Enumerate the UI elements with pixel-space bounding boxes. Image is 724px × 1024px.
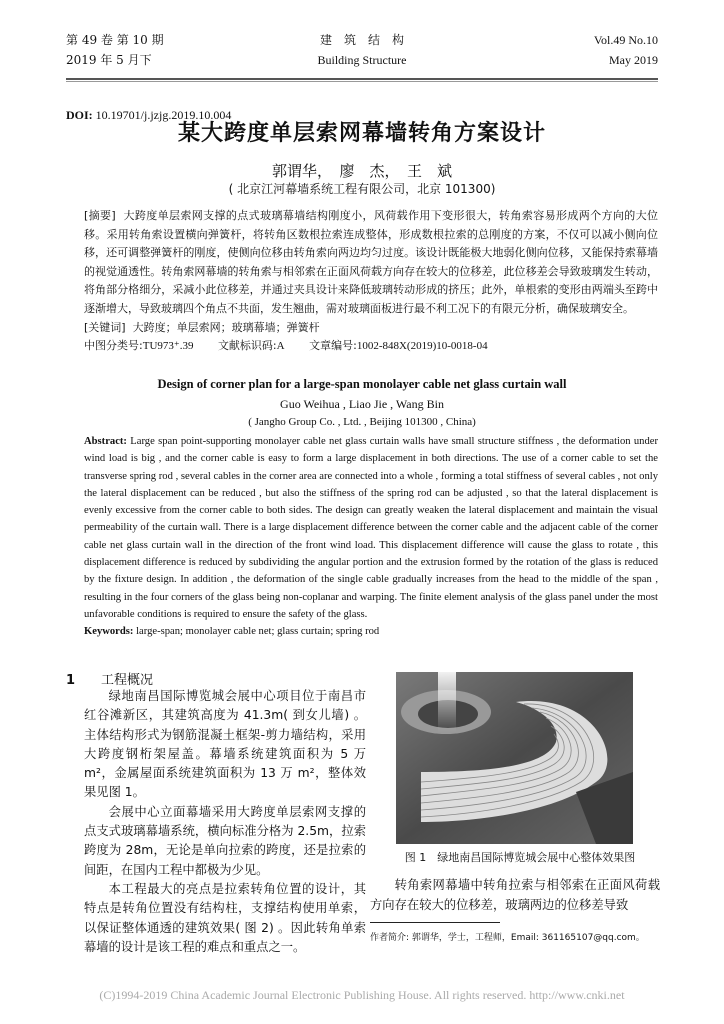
section-title: 工程概况 [101, 673, 154, 688]
paragraph: 会展中心立面幕墙采用大跨度单层索网支撑的点支式玻璃幕墙系统，横向标准分格为 2.5m，拉索跨度为 28m，无论是单向拉索的跨度，还是拉索的间距，在国内工程中都极为少见。 [84, 804, 366, 877]
authors: 郭谓华， 廖 杰， 王 斌 [271, 162, 452, 180]
cn-abstract-block [84, 207, 658, 356]
figure1-photo [396, 672, 633, 844]
cn-keywords-label: [关键词] [84, 320, 126, 334]
journal-cn: 建 筑 结 构 [319, 33, 404, 47]
figure1-caption: 图 1 绿地南昌国际博览城会展中心整体效果图 [404, 851, 636, 864]
author-footnote: 作者简介: 郭谓华，学士，工程师，Email: 361165107@qq.com。 [370, 933, 645, 943]
date-cn: 2019 年 5 月下 [66, 53, 152, 67]
doccode-value: A [276, 340, 285, 353]
doi-value: 10.19701/j.jzjg.2019.10.004 [95, 108, 232, 122]
clc-value: TU973⁺.39 [142, 340, 194, 353]
article-no-label: 文章编号: [309, 339, 357, 353]
cn-abstract-text: 大跨度单层索网支撑的点式玻璃幕墙结构刚度小，风荷载作用下变形很大，转角索容易形成两个方向的大位移。采用转角索设置横向弹簧杆，将转角区数根拉索连成整体，形成数根拉索的总刚度的方案，不仅可以减小侧向位移，还可调整弹簧杆的刚度，使侧向位移由转角索向两边均匀过度。该设计既能极大地弱化侧向位移，又能保持索幕墙的视觉通透性。转角索网幕墙的转角索与相邻索在正面风荷载方向存在较大的位移差，此位移差会导致玻璃发生转动，将角部分格细分，采减小此位移差，并通过夹具设计来降低玻璃转动形成的挤压；此外，单根索的变形由两端头至跨中逐渐增大，导致玻璃四个角点不共面，发生翘曲，需对玻璃面板进行最不利工况下的有限元分析，确保玻璃安全。 [84, 209, 659, 315]
header-rule [66, 78, 658, 80]
en-title: Design of corner plan for a large-span monolayer cable net glass curtain wall [157, 377, 567, 391]
cn-abstract-label: [摘要] [84, 209, 116, 222]
right-paragraph: 转角索网幕墙中转角拉索与相邻索在正面风荷载方向存在较大的位移差，玻璃两边的位移差导致 [370, 878, 660, 912]
paragraph: 本工程最大的亮点是拉索转角位置的设计，其特点是转角位置没有结构柱，支撑结构使用单索，以保证整体通透的建筑效果( 图 2) 。因此转角单索幕墙的设计是该工程的难点和重点之一。 [84, 881, 366, 954]
paragraph: 绿地南昌国际博览城会展中心项目位于南昌市红谷滩新区，其建筑高度为 41.3m( 到女儿墙) 。主体结构形式为钢筋混凝土框架-剪力墙结构，采用大跨度钢桁架屋盖。幕墙系统建筑面积为 5 万 m²，金属屋面系统建筑面积为 13 万 m²，整体效果见图 1。 [84, 689, 366, 800]
doi-label: DOI: [66, 108, 93, 122]
en-abstract-text: Large span point-supporting monolayer cable net glass curtain walls have small structure stiffness , the deformation under wind load is big , and the corner cable is easy to form a large displacement in both directions. The use of a corner cable to set the transverse spring rod , several cables in the corner area are connected into a whole , forming a total stiffness of several cables , not only the lateral displacement can be reduced , but also the stiffness of the spring rod can be adjusted , so that the lateral displacement is evenly excessive from the corner cable to both sides. The design can greatly weaken the lateral displacement and maintain the visual permeability of the curtain wall. There is a large displacement difference between the corner cable and the adjacent cable of the corner cable net glass curtain wall in the direction of the front wind load. This displacement difference will cause the glass to rotate , this displacement difference is reduced by subdividing the angular portion and the extrusion formed by the rotation of the glass is reduced by the fixture design. In addition , the deformation of the single cable gradually increases from the head to the middle of the span , resulting in the four corners of the glass being non-coplanar and warping. The finite element analysis of the glass panel under the most unfavorable conditions is required to ensure the safety of the glass. [84, 436, 659, 620]
en-abstract-block [84, 433, 658, 641]
affiliation: ( 北京江河幕墙系统工程有限公司，北京 101300) [228, 182, 496, 196]
section-number: 1 [66, 673, 76, 688]
en-keywords-label: Keywords: [84, 626, 134, 638]
issue-en: Vol.49 No.10 [593, 33, 658, 47]
en-keywords: large-span; monolayer cable net; glass curtain; spring rod [136, 626, 380, 638]
section-body [84, 687, 366, 957]
en-abstract-label: Abstract: [84, 436, 127, 447]
en-affiliation: ( Jangho Group Co. , Ltd. , Beijing 101300 , China) [248, 416, 476, 428]
issue-cn: 第 49 卷 第 10 期 [66, 33, 164, 47]
en-authors: Guo Weihua , Liao Jie , Wang Bin [280, 397, 444, 411]
article-no-value: 1002-848X(2019)10-0018-04 [356, 340, 488, 353]
copyright-footer: (C)1994-2019 China Academic Journal Electronic Publishing House. All rights reserved. http://www.cnki.net [99, 988, 625, 1002]
clc-label: 中图分类号: [84, 339, 143, 353]
section-heading [66, 669, 153, 688]
header-rule-thin [66, 81, 658, 82]
doccode-label: 文献标识码: [217, 339, 277, 353]
date-en: May 2019 [609, 53, 658, 67]
footnote-rule [370, 922, 500, 923]
paper-title: 某大跨度单层索网幕墙转角方案设计 [177, 121, 546, 146]
cn-keywords: 大跨度；单层索网；玻璃幕墙；弹簧杆 [132, 320, 320, 334]
journal-en: Building Structure [317, 53, 407, 67]
